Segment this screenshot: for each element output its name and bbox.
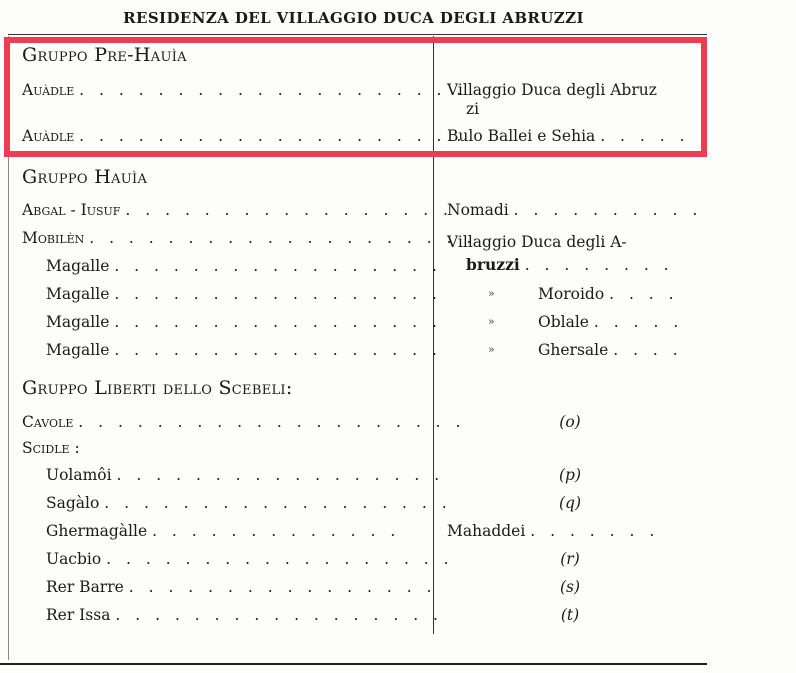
row-label: Magalle . . . . . . . . . . . . . . . . . [46,257,442,275]
highlight-box [4,37,707,157]
group-heading-pre-hauia: Gruppo Pre-Hauìa [22,44,187,66]
row-label: Uacbio . . . . . . . . . . . . . . . . . . [46,550,454,568]
table-row [0,254,707,280]
header-rule [8,34,707,35]
ditto-mark: » [488,343,495,356]
row-label: Auàdle . . . . . . . . . . . . . . . . . . . . [22,127,467,145]
row-label: Uolamôi . . . . . . . . . . . . . . . . . [46,466,445,484]
row-label: Rer Barre . . . . . . . . . . . . . . . . [46,578,437,596]
row-residence: Villaggio Duca degli A- [447,233,627,251]
table-row [0,436,707,462]
row-note-ref: (s) [559,578,581,596]
table-row [0,519,707,545]
row-label: Mobilèn . . . . . . . . . . . . . . . . . . . . [22,229,477,247]
row-label: Abgal - Iusuf . . . . . . . . . . . . . . . . . [22,201,453,219]
row-residence: Villaggio Duca degli Abruz [447,81,657,99]
ditto-mark: » [488,287,495,300]
table-row [0,547,707,573]
row-label: Magalle . . . . . . . . . . . . . . . . . [46,341,442,359]
bottom-rule [0,663,707,665]
ditto-mark: » [488,315,495,328]
row-residence: Oblale . . . . . [538,313,684,331]
row-label: Ghermagàlle . . . . . . . . . . . . . [46,522,401,540]
group-heading-hauia: Gruppo Hauìa [22,166,148,188]
row-label: Scidle : [22,439,80,457]
row-residence-continuation: bruzzi . . . . . . . . [466,255,674,274]
table-row [0,410,707,436]
table-row [0,603,707,629]
row-note-ref: (o) [559,413,581,431]
row-label: Magalle . . . . . . . . . . . . . . . . . [46,285,442,303]
row-label: Auàdle . . . . . . . . . . . . . . . . . . . . [22,81,467,99]
row-note-ref: (q) [558,494,582,512]
table-title: RESIDENZA DEL VILLAGGIO DUCA DEGLI ABRUZZI [123,9,584,27]
row-residence: Moroido . . . . [538,285,679,303]
table-row [0,575,707,601]
row-label: Sagàlo . . . . . . . . . . . . . . . . . . [46,494,452,512]
row-residence: Mahaddei . . . . . . . [447,522,660,540]
table-row [0,198,707,224]
row-residence-continuation: zi [466,100,480,118]
row-note-ref: (p) [558,466,582,484]
table-row [0,310,707,336]
table-row [0,338,707,364]
table-row [0,282,707,308]
row-residence: Ghersale . . . . [538,341,683,359]
row-note-ref: (t) [560,606,580,624]
row-residence: Nomadi . . . . . . . . . . [447,201,703,219]
row-note-ref: (r) [560,550,580,568]
table-row [0,491,707,517]
group-heading-liberti: Gruppo Liberti dello Scebeli: [22,377,293,399]
row-residence: Bulo Ballei e Sehia . . . . . [447,127,690,145]
row-label: Magalle . . . . . . . . . . . . . . . . . [46,313,442,331]
row-label: Rer Issa . . . . . . . . . . . . . . . . . [46,606,443,624]
table-row [0,463,707,489]
row-label: Cavole . . . . . . . . . . . . . . . . . . . . [22,413,466,431]
